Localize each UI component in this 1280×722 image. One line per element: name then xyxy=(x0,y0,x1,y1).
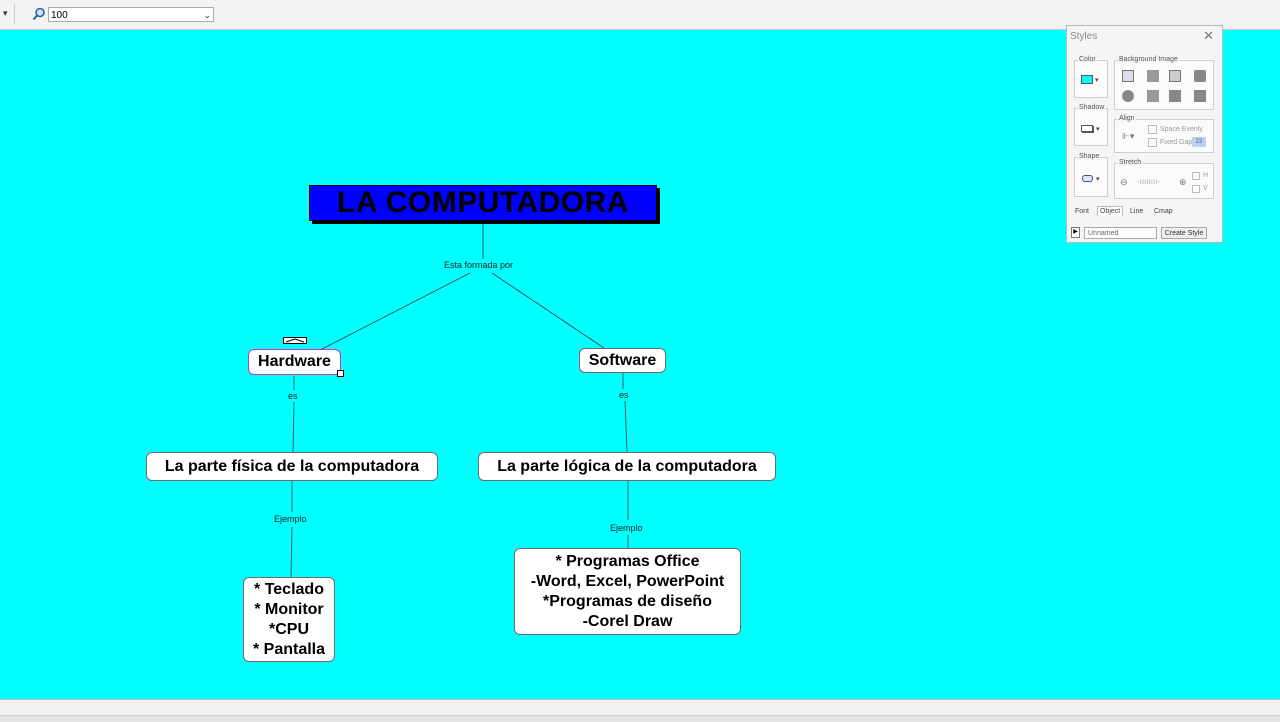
chevron-down-icon[interactable]: ▾ xyxy=(3,8,8,18)
root-concept-node[interactable] xyxy=(309,185,657,221)
connector-line xyxy=(291,527,292,577)
concept-label-software: Software xyxy=(588,351,657,369)
link-label-hw-ejemplo[interactable]: Ejemplo xyxy=(274,514,307,524)
connector-line xyxy=(293,402,294,452)
bg-bottom-icon[interactable] xyxy=(1194,90,1206,102)
styles-panel xyxy=(1066,25,1223,243)
concept-label-hw-examples: * Teclado * Monitor *CPU * Pantalla xyxy=(252,580,326,658)
tab-line[interactable]: Line xyxy=(1130,208,1144,215)
link-drag-handle[interactable] xyxy=(283,337,307,344)
bg-center-icon[interactable] xyxy=(1169,90,1181,102)
background-image-label: Background Image xyxy=(1119,56,1178,63)
close-icon[interactable]: ✕ xyxy=(1203,28,1214,43)
concept-node-software[interactable] xyxy=(579,348,666,373)
concept-node-hw-definition[interactable] xyxy=(146,452,438,481)
color-label: Color xyxy=(1079,56,1096,63)
create-style-button[interactable]: Create Style xyxy=(1161,227,1207,239)
stretch-v-label: V xyxy=(1203,185,1208,192)
resize-handle[interactable] xyxy=(337,370,344,377)
bg-circle-icon[interactable] xyxy=(1122,90,1134,102)
shadow-group xyxy=(1074,104,1108,146)
root-concept-label: LA COMPUTADORA xyxy=(337,186,629,219)
zoom-out-icon[interactable]: ⊖ xyxy=(1120,177,1128,187)
stretch-h-label: H xyxy=(1203,172,1209,179)
concept-label-sw-definition: La parte lógica de la computadora xyxy=(497,457,757,475)
concept-node-sw-examples[interactable] xyxy=(514,548,741,635)
concept-label-hw-definition: La parte física de la computadora xyxy=(164,457,420,475)
zoom-in-icon[interactable]: ⊕ xyxy=(1179,177,1187,187)
concept-node-hardware[interactable] xyxy=(248,349,341,375)
fixed-gap-label: Fixed Gap xyxy=(1160,139,1193,146)
stretch-label: Stretch xyxy=(1119,159,1142,166)
stretch-group xyxy=(1114,159,1214,199)
link-label-main[interactable]: Esta formada por xyxy=(444,260,514,270)
chevron-down-icon[interactable]: ▾ xyxy=(1096,126,1100,133)
tab-object[interactable]: Object xyxy=(1097,206,1123,216)
shape-icon[interactable] xyxy=(1082,175,1093,182)
play-icon[interactable]: ▶ xyxy=(1071,227,1080,238)
fill-color-icon[interactable] xyxy=(1081,75,1093,84)
connector-line xyxy=(492,273,604,348)
bg-tile-icon[interactable] xyxy=(1147,70,1159,82)
space-evenly-checkbox[interactable] xyxy=(1148,125,1157,134)
connector-line xyxy=(322,273,470,349)
align-group xyxy=(1114,115,1214,153)
link-label-hw-es[interactable]: es xyxy=(288,391,298,401)
shape-label: Shape xyxy=(1079,153,1100,160)
tab-cmap[interactable]: Cmap xyxy=(1154,208,1173,215)
concept-node-sw-definition[interactable] xyxy=(478,452,776,481)
shape-group xyxy=(1074,153,1108,197)
concept-label-sw-examples: * Programas Office -Word, Excel, PowerPoint *Programas de diseño -Corel Draw xyxy=(530,552,725,630)
stretch-h-checkbox[interactable] xyxy=(1192,172,1200,180)
fixed-gap-value[interactable]: 22 xyxy=(1192,137,1206,147)
color-group xyxy=(1074,56,1108,98)
shadow-label: Shadow xyxy=(1079,104,1105,111)
status-bar xyxy=(0,699,1280,721)
zoom-value: 100 xyxy=(51,10,68,21)
background-image-group xyxy=(1114,56,1214,110)
fixed-gap-checkbox[interactable] xyxy=(1148,138,1157,147)
bg-stretch-icon[interactable] xyxy=(1169,70,1181,82)
stretch-slider[interactable]: -ıııııııı- xyxy=(1137,177,1161,186)
link-label-sw-ejemplo[interactable]: Ejemplo xyxy=(610,523,643,533)
shadow-icon[interactable] xyxy=(1081,125,1093,132)
horizontal-scrollbar[interactable] xyxy=(0,715,1280,722)
link-label-sw-es[interactable]: es xyxy=(619,390,629,400)
chevron-down-icon[interactable]: ▾ xyxy=(1096,176,1100,183)
style-name-input[interactable]: Unnamed xyxy=(1084,227,1157,239)
bg-fit-icon[interactable] xyxy=(1194,70,1206,82)
align-label: Align xyxy=(1119,115,1135,122)
bg-top-icon[interactable] xyxy=(1147,90,1159,102)
stretch-v-checkbox[interactable] xyxy=(1192,185,1200,193)
align-icon[interactable]: ⊩▾ xyxy=(1122,131,1135,141)
concept-node-hw-examples[interactable] xyxy=(243,577,335,662)
connector-line xyxy=(625,401,627,452)
concept-label-hardware: Hardware xyxy=(258,353,331,370)
tab-font[interactable]: Font xyxy=(1075,208,1090,215)
bg-image-icon[interactable] xyxy=(1122,70,1134,82)
space-evenly-label: Space Evenly xyxy=(1160,126,1203,133)
chevron-down-icon[interactable]: ▾ xyxy=(1095,77,1099,84)
styles-panel-title: Styles xyxy=(1070,31,1098,42)
chevron-down-icon[interactable]: ⌄ xyxy=(203,10,211,20)
